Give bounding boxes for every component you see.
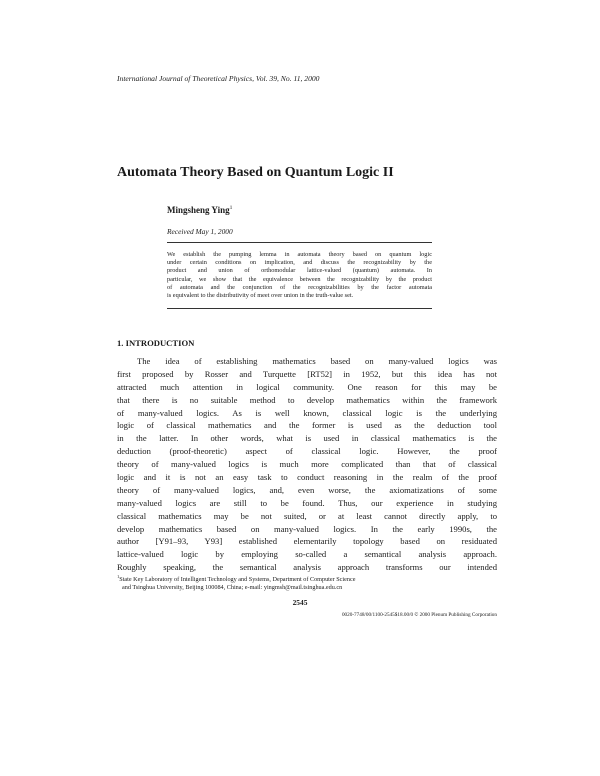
- abstract-line: product and union of orthomodular lattice-valued (quantum) automata. In: [167, 267, 432, 275]
- author-name: Mingsheng Ying: [167, 205, 230, 215]
- abstract: [167, 251, 432, 300]
- footnote: [117, 573, 497, 593]
- abstract-line: under certain conditions on implication, and discuss the recognizability by the: [167, 259, 432, 267]
- body-line: logic and it is not an easy task to conduct reasoning in the realm of the proof: [117, 472, 497, 483]
- abstract-rule-top: [167, 242, 432, 243]
- abstract-line: of automata and the conjunction of the recognizabilities by the factor automata: [167, 283, 432, 291]
- body-line: The idea of establishing mathematics based on many-valued logics was: [137, 356, 497, 366]
- body-line: theory of many-valued logics is much more complicated than that of classical: [117, 459, 497, 470]
- body-line: that there is no suitable method to develop mathematics within the framework: [117, 394, 497, 405]
- abstract-rule-bottom: [167, 308, 432, 309]
- footnote-mark: 1: [117, 574, 120, 579]
- body-line: Roughly speaking, the semantical analysis approach transforms our intended: [117, 562, 497, 573]
- introduction-body: [117, 355, 497, 574]
- received-date: Received May 1, 2000: [167, 227, 233, 236]
- body-line: of many-valued logics. As is well known, classical logic is the underlying: [117, 407, 497, 418]
- body-line: logic of classical mathematics and the former is used as the deduction tool: [117, 420, 497, 431]
- body-line: lattice-valued logic by employing so-called a semantical analysis approach.: [117, 549, 497, 560]
- section-heading: 1. INTRODUCTION: [117, 338, 195, 348]
- body-line: deduction (proof-theoretic) aspect of classical logic. However, the proof: [117, 446, 497, 457]
- body-line: develop mathematics based on many-valued logics. In the early 1990s, the: [117, 523, 497, 534]
- body-line: classical mathematics may be not suited, or at least cannot directly apply, to: [117, 510, 497, 521]
- author-footnote-mark: 1: [229, 205, 233, 211]
- body-line: in the latter. In other words, what is used in classical mathematics is the: [117, 433, 497, 444]
- page-number: 2545: [292, 598, 308, 607]
- running-head: International Journal of Theoretical Physics, Vol. 39, No. 11, 2000: [117, 74, 320, 83]
- body-line: theory of many-valued logics, and, even worse, the axiomatizations of some: [117, 484, 497, 495]
- body-line: first proposed by Rosser and Turquette [RT52] in 1952, but this idea has not: [117, 368, 497, 379]
- body-line: many-valued logics are still to be found. Thus, our experience in studying: [117, 497, 497, 508]
- abstract-line: is equivalent to the distributivity of meet over union in the truth-value set.: [167, 292, 354, 300]
- copyright-line: 0020-7748/00/1100-2545$18.00/0 © 2000 Plenum Publishing Corporation: [341, 612, 497, 618]
- author-line: [167, 205, 232, 215]
- abstract-line: particular, we show that the equivalence between the recognizability by the product: [167, 275, 432, 283]
- footnote-text: State Key Laboratory of Intelligent Technology and Systems, Department of Computer Science: [119, 576, 356, 584]
- body-line: attracted much attention in logical community. One reason for this may be: [117, 381, 497, 392]
- footnote-line: and Tsinghua University, Beijing 100084, China; e-mail: yingmsh@mail.tsinghua.edu.cn: [122, 584, 343, 592]
- paper-title: Automata Theory Based on Quantum Logic II: [117, 165, 394, 180]
- body-line: author [Y91–93, Y93] established elementarily topology based on residuated: [117, 536, 497, 547]
- footnote-line: [117, 573, 497, 584]
- abstract-line: We establish the pumping lemma in automata theory based on quantum logic: [167, 251, 432, 258]
